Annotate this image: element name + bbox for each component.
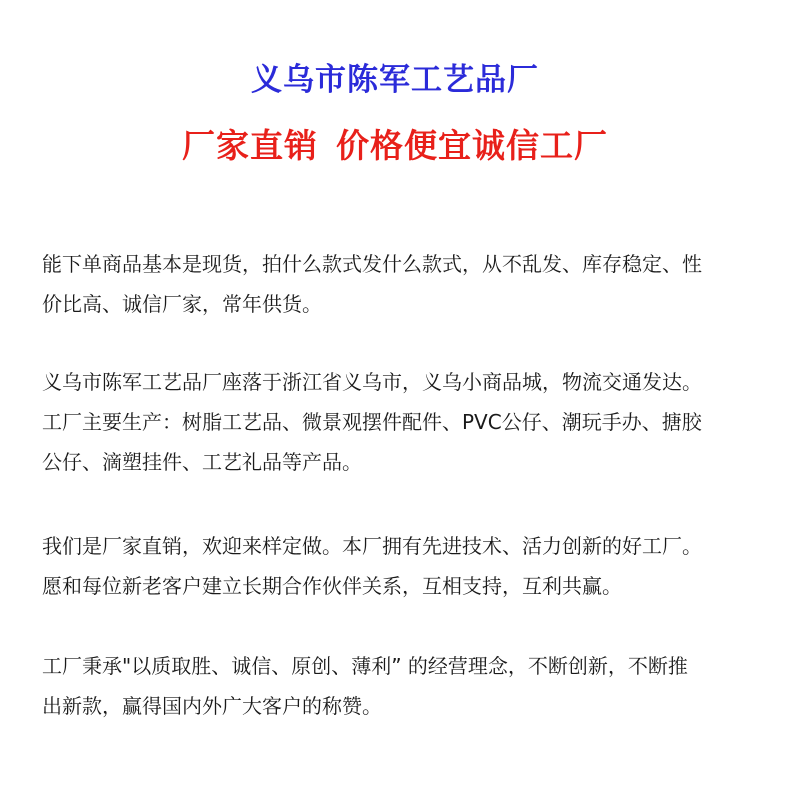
paragraph-line: 工厂秉承"以质取胜、诚信、原创、薄利” 的经营理念，不断创新，不断推 (42, 654, 688, 678)
paragraph-line: 出新款，赢得国内外广大客户的称赞。 (42, 694, 382, 718)
company-title: 义乌市陈军工艺品厂 (251, 62, 539, 98)
paragraph-line: 公仔、滴塑挂件、工艺礼品等产品。 (42, 450, 362, 474)
slogan-direct-sale: 厂家直销 (182, 126, 318, 165)
paragraph-line: 义乌市陈军工艺品厂座落于浙江省义乌市，义乌小商品城，物流交通发达。 (42, 370, 702, 394)
paragraph-line: 愿和每位新老客户建立长期合作伙伴关系，互相支持，互利共赢。 (42, 574, 622, 598)
paragraph-stock-info (42, 244, 757, 324)
paragraph-line: 工厂主要生产：树脂工艺品、微景观摆件配件、PVC公仔、潮玩手办、搪胶 (42, 410, 702, 434)
paragraph-line: 价比高、诚信厂家，常年供货。 (42, 292, 322, 316)
slogan-heading (0, 124, 790, 168)
paragraph-factory-intro (42, 362, 757, 482)
slogan-low-price: 价格便宜诚信工厂 (336, 126, 608, 165)
paragraph-custom-orders (42, 526, 757, 606)
paragraph-line: 能下单商品基本是现货，拍什么款式发什么款式，从不乱发、库存稳定、性 (42, 252, 702, 276)
paragraph-philosophy (42, 646, 757, 726)
paragraph-line: 我们是厂家直销，欢迎来样定做。本厂拥有先进技术、活力创新的好工厂。 (42, 534, 702, 558)
